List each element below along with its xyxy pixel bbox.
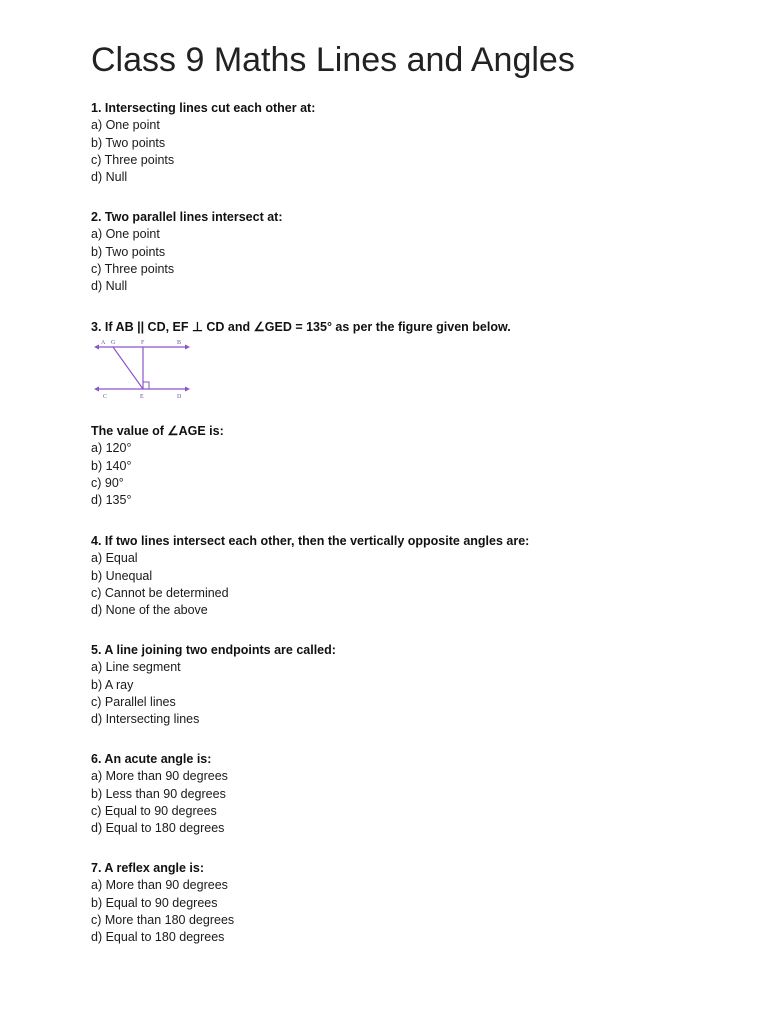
option-d: d) Equal to 180 degrees xyxy=(91,930,225,945)
question-text: 3. If AB || CD, EF ⊥ CD and ∠GED = 135° as per the figure given below. xyxy=(91,320,511,334)
arrow-right-top xyxy=(185,345,190,350)
option-a: a) 120° xyxy=(91,441,132,456)
label-f: F xyxy=(141,340,145,346)
option-c: c) Equal to 90 degrees xyxy=(91,803,217,818)
option-c: c) Parallel lines xyxy=(91,694,176,709)
option-b: b) Two points xyxy=(91,135,166,150)
question-4 xyxy=(91,533,731,619)
option-b: b) 140° xyxy=(91,458,132,473)
question-1 xyxy=(91,100,731,186)
option-b: b) Equal to 90 degrees xyxy=(91,895,218,910)
question-text: 2. Two parallel lines intersect at: xyxy=(91,210,283,224)
label-e: E xyxy=(140,394,144,400)
line-ge xyxy=(113,347,143,389)
figure-diagram xyxy=(91,337,191,401)
question-3-part xyxy=(91,423,731,509)
question-3 xyxy=(91,319,731,336)
option-c: c) Cannot be determined xyxy=(91,585,229,600)
document-title: Class 9 Maths Lines and Angles xyxy=(91,41,575,79)
arrow-right-bottom xyxy=(185,387,190,392)
question-2 xyxy=(91,209,731,295)
question-text: The value of ∠AGE is: xyxy=(91,424,224,438)
option-c: c) Three points xyxy=(91,261,175,276)
label-c: C xyxy=(103,394,108,400)
label-b: B xyxy=(177,340,182,346)
option-a: a) More than 90 degrees xyxy=(91,769,228,784)
option-b: b) A ray xyxy=(91,677,134,692)
question-text: 1. Intersecting lines cut each other at: xyxy=(91,101,316,115)
option-a: a) One point xyxy=(91,227,160,242)
arrow-left-top xyxy=(94,345,99,350)
option-a: a) One point xyxy=(91,118,160,133)
question-6 xyxy=(91,751,731,837)
option-d: d) Null xyxy=(91,170,128,185)
option-d: d) Intersecting lines xyxy=(91,712,200,727)
arrow-left-bottom xyxy=(94,387,99,392)
label-g: G xyxy=(111,340,116,346)
question-text: 7. A reflex angle is: xyxy=(91,861,205,875)
question-text: 6. An acute angle is: xyxy=(91,752,212,766)
option-d: d) 135° xyxy=(91,493,132,508)
lines-angles-figure xyxy=(91,337,191,401)
label-a: A xyxy=(101,340,106,346)
option-a: a) Line segment xyxy=(91,660,181,675)
question-text: 5. A line joining two endpoints are called: xyxy=(91,643,336,657)
option-a: a) More than 90 degrees xyxy=(91,878,228,893)
option-c: c) 90° xyxy=(91,475,124,490)
option-b: b) Less than 90 degrees xyxy=(91,786,226,801)
label-d: D xyxy=(177,394,182,400)
option-a: a) Equal xyxy=(91,551,138,566)
option-c: c) More than 180 degrees xyxy=(91,912,235,927)
question-text: 4. If two lines intersect each other, then the vertically opposite angles are: xyxy=(91,534,530,548)
option-c: c) Three points xyxy=(91,152,175,167)
right-angle-marker xyxy=(143,382,149,389)
question-5 xyxy=(91,642,731,728)
option-b: b) Unequal xyxy=(91,568,153,583)
option-d: d) Null xyxy=(91,279,128,294)
option-d: d) Equal to 180 degrees xyxy=(91,821,225,836)
option-b: b) Two points xyxy=(91,244,166,259)
option-d: d) None of the above xyxy=(91,603,208,618)
question-7 xyxy=(91,860,731,946)
